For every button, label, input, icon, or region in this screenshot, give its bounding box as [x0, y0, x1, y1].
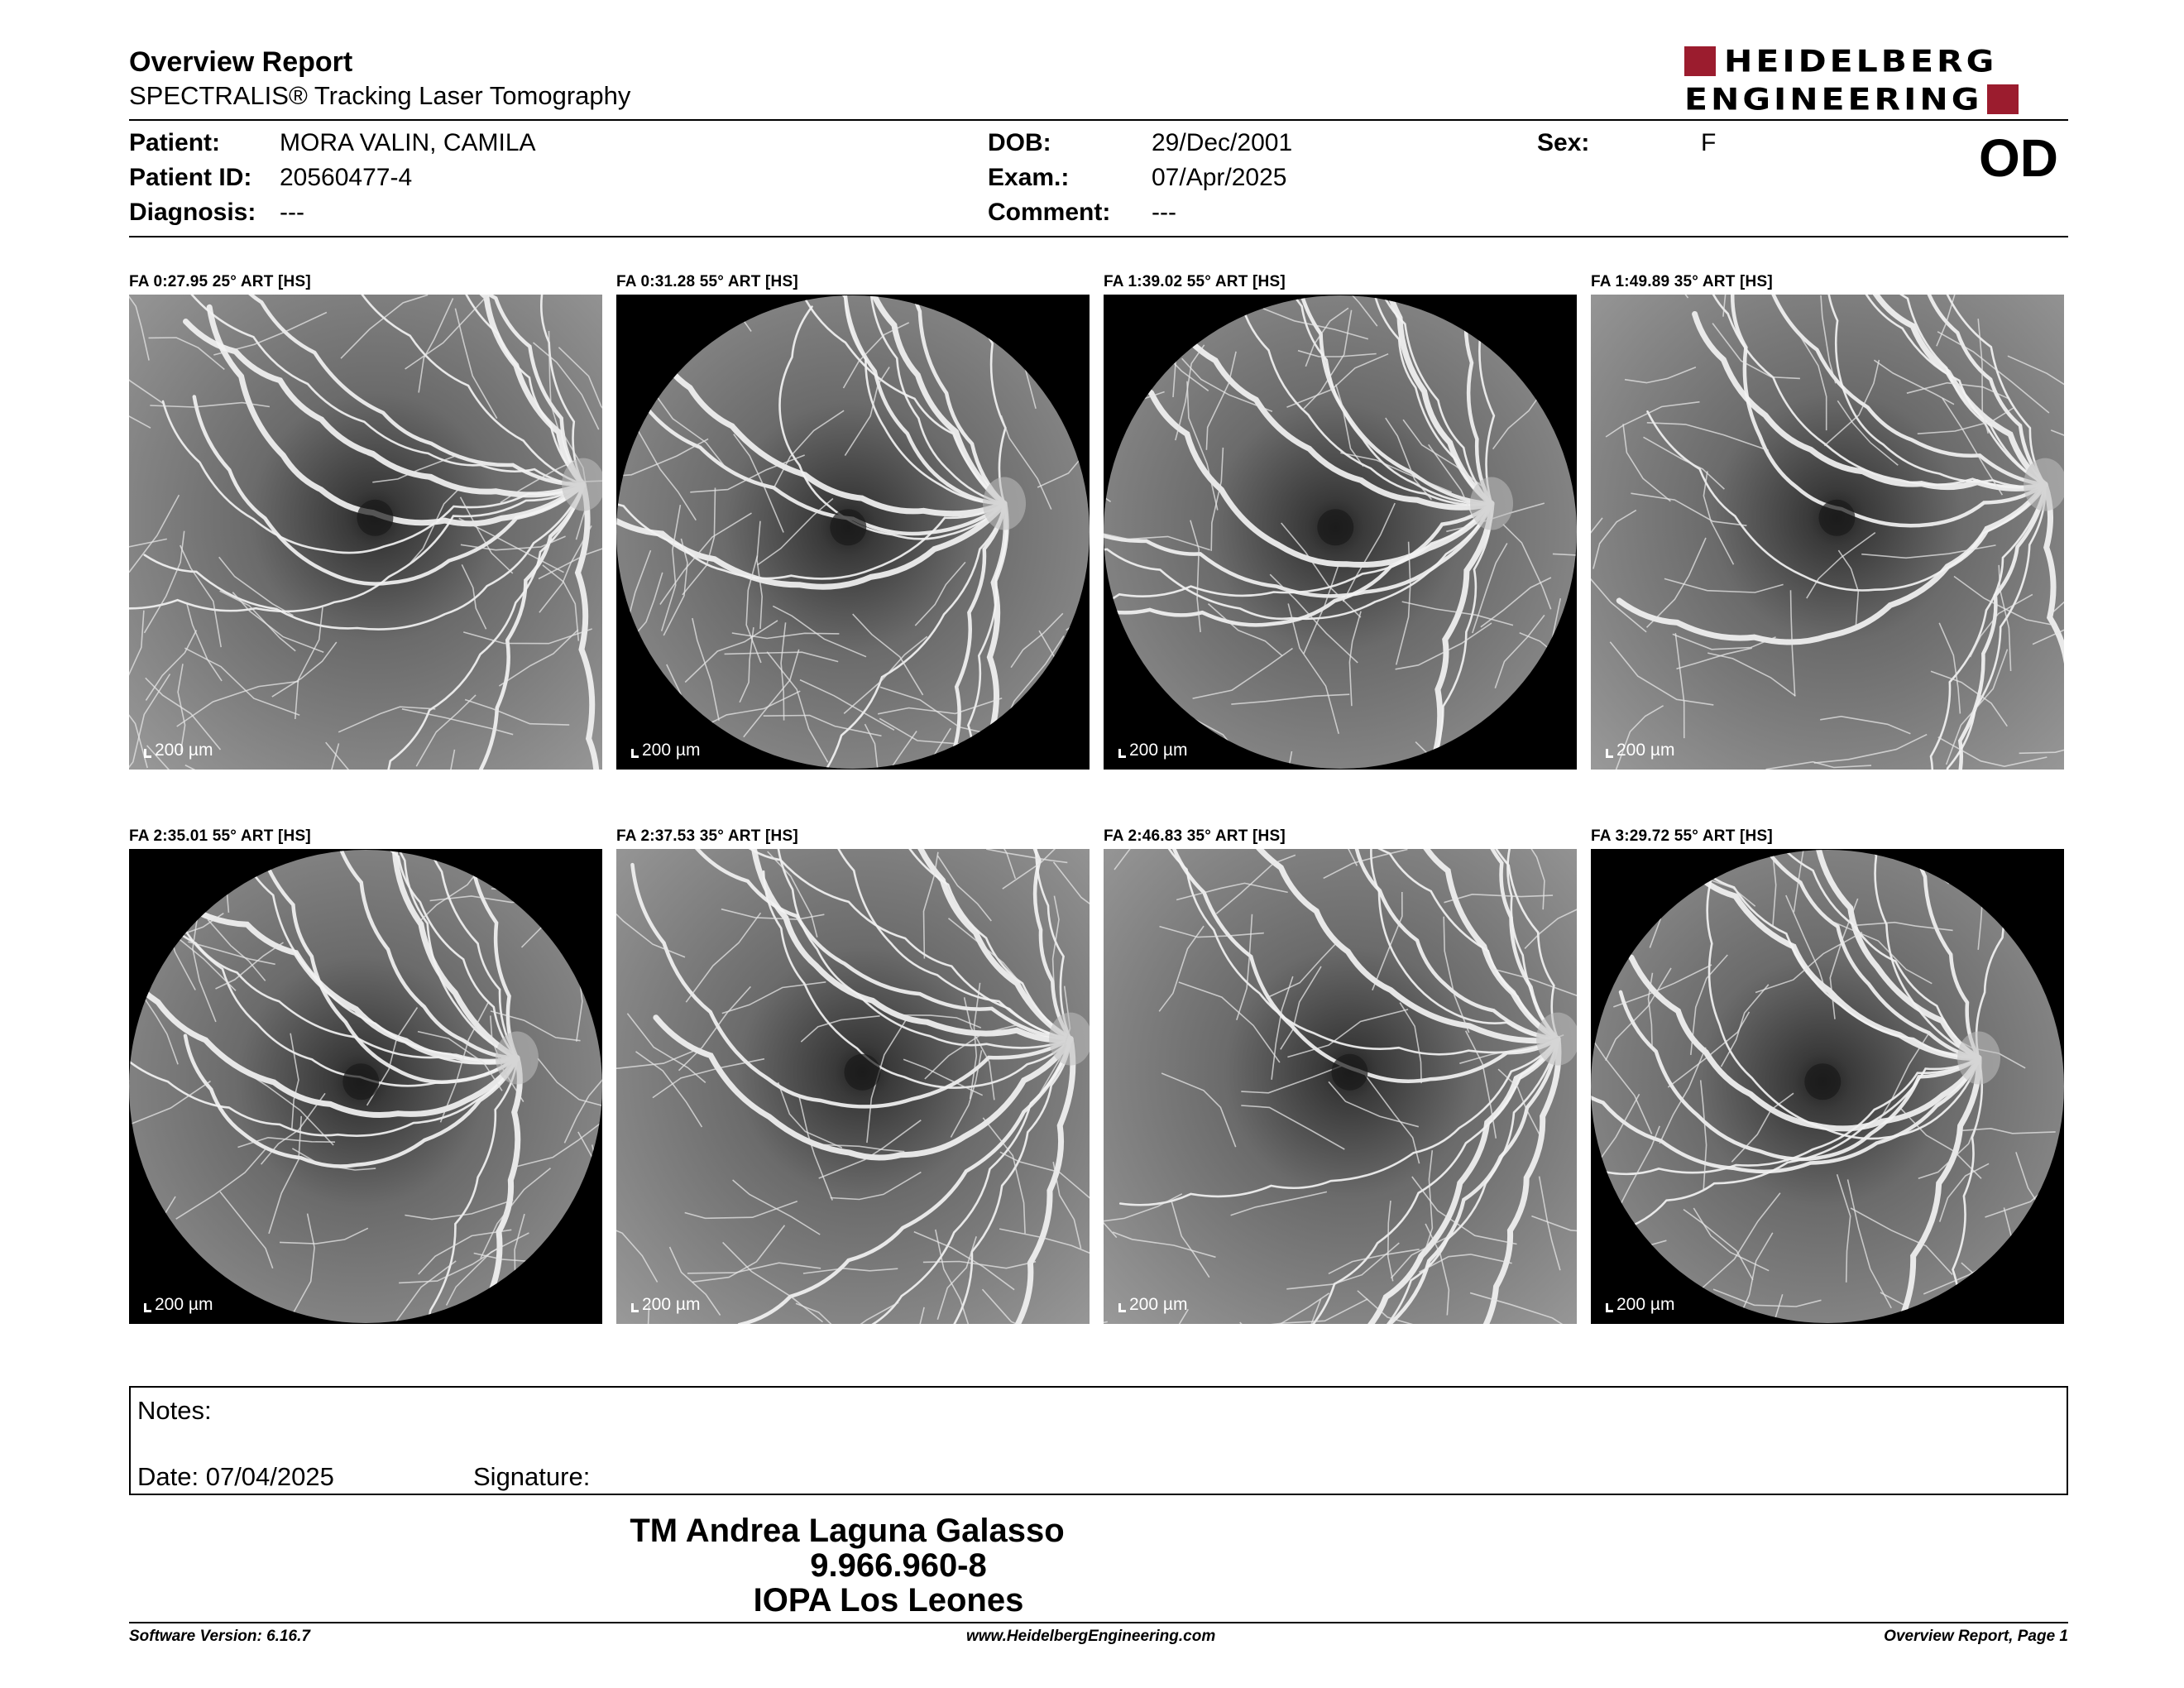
fundus-angiogram-image[interactable] [129, 849, 602, 1324]
patient-id: 20560477-4 [280, 164, 413, 191]
image-title: FA 0:31.28 55° ART [HS] [616, 273, 798, 290]
scale-bar [631, 1296, 700, 1314]
scale-bar [631, 741, 700, 760]
scale-bar [1118, 1296, 1187, 1314]
scale-bar-icon [1606, 749, 1613, 758]
comment-label: Comment: [988, 199, 1111, 226]
institution: IOPA Los Leones [753, 1582, 1024, 1618]
report-subtitle: SPECTRALIS® Tracking Laser Tomography [129, 81, 631, 110]
software-version: Software Version: 6.16.7 [129, 1628, 310, 1645]
sex-label: Sex: [1537, 129, 1590, 156]
fundus-image-render [616, 295, 1090, 770]
scale-bar [144, 1296, 213, 1314]
scale-bar-icon [1118, 749, 1126, 758]
image-title: FA 1:49.89 35° ART [HS] [1591, 273, 1773, 290]
fundus-image-render [129, 849, 602, 1324]
page-indicator: Overview Report, Page 1 [1884, 1628, 2068, 1645]
website-link[interactable]: www.HeidelbergEngineering.com [966, 1628, 1216, 1645]
scale-label: 200 µm [642, 1295, 701, 1314]
fundus-image-render [1591, 849, 2064, 1324]
image-title: FA 3:29.72 55° ART [HS] [1591, 827, 1773, 845]
scale-bar-icon [144, 1303, 151, 1312]
scale-bar-icon [1118, 1303, 1126, 1312]
fundus-image-render [1104, 849, 1577, 1324]
image-title: FA 1:39.02 55° ART [HS] [1104, 273, 1286, 290]
fundus-image-render [1104, 295, 1577, 770]
scale-bar [1606, 741, 1674, 760]
fundus-angiogram-image[interactable] [1104, 849, 1577, 1324]
patient-name: MORA VALIN, CAMILA [280, 129, 536, 156]
image-title: FA 2:35.01 55° ART [HS] [129, 827, 311, 845]
report-title: Overview Report [129, 46, 353, 78]
scale-bar-icon [144, 749, 151, 758]
image-title: FA 2:46.83 35° ART [HS] [1104, 827, 1286, 845]
scale-bar-icon [631, 1303, 639, 1312]
scale-label: 200 µm [155, 741, 213, 760]
scale-bar [144, 741, 213, 760]
notes-box [129, 1386, 2068, 1495]
dob-label: DOB: [988, 129, 1051, 156]
technician-name: TM Andrea Laguna Galasso [630, 1513, 1065, 1549]
fundus-image-render [616, 849, 1090, 1324]
fundus-angiogram-image[interactable] [1591, 295, 2064, 770]
technician-id: 9.966.960-8 [810, 1547, 987, 1584]
notes-label: Notes: [137, 1396, 212, 1425]
scale-label: 200 µm [1616, 741, 1675, 760]
logo-line2: ENGINEERING [1684, 81, 1983, 117]
date-label: Date: 07/04/2025 [137, 1462, 334, 1491]
heidelberg-logo [1684, 45, 2068, 117]
exam-label: Exam.: [988, 164, 1070, 191]
patient-label: Patient: [129, 129, 221, 156]
scale-label: 200 µm [1129, 741, 1188, 760]
signature-label: Signature: [473, 1462, 591, 1491]
patient-divider [129, 236, 2068, 237]
logo-line1: HEIDELBERG [1724, 43, 1998, 79]
fundus-image-render [1591, 295, 2064, 770]
scale-label: 200 µm [155, 1295, 213, 1314]
image-title: FA 0:27.95 25° ART [HS] [129, 273, 311, 290]
scale-label: 200 µm [642, 741, 701, 760]
image-title: FA 2:37.53 35° ART [HS] [616, 827, 798, 845]
diagnosis-value: --- [280, 199, 304, 226]
sex-value: F [1701, 129, 1717, 156]
scale-bar [1606, 1296, 1674, 1314]
fundus-angiogram-image[interactable] [616, 295, 1090, 770]
footer-divider [129, 1622, 2068, 1623]
fundus-angiogram-image[interactable] [129, 295, 602, 770]
fundus-angiogram-image[interactable] [1104, 295, 1577, 770]
fundus-angiogram-image[interactable] [616, 849, 1090, 1324]
comment-value: --- [1152, 199, 1176, 226]
scale-bar-icon [631, 749, 639, 758]
logo-square-icon [1684, 46, 1716, 76]
dob-value: 29/Dec/2001 [1152, 129, 1293, 156]
scale-label: 200 µm [1129, 1295, 1188, 1314]
exam-value: 07/Apr/2025 [1152, 164, 1287, 191]
logo-square-icon [1987, 84, 2019, 114]
scale-bar [1118, 741, 1187, 760]
scale-label: 200 µm [1616, 1295, 1675, 1314]
scale-bar-icon [1606, 1303, 1613, 1312]
header-divider [129, 119, 2068, 121]
fundus-image-render [129, 295, 602, 770]
patient-id-label: Patient ID: [129, 164, 252, 191]
eye-laterality: OD [1979, 128, 2058, 188]
fundus-angiogram-image[interactable] [1591, 849, 2064, 1324]
diagnosis-label: Diagnosis: [129, 199, 256, 226]
